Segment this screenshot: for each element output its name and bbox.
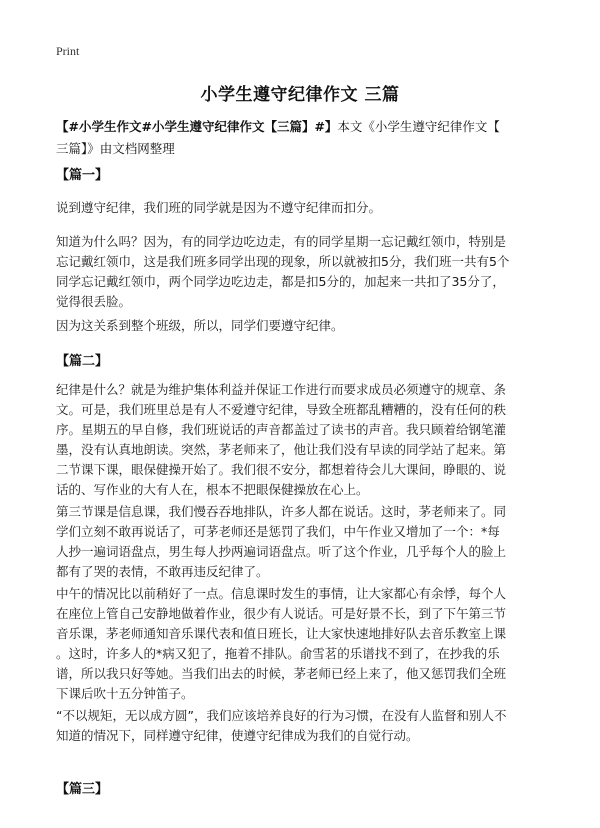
text-line: 墨，没有认真地朗读。突然，茅老师来了，他让我们没有早读的同学站了起来。第 [56, 442, 507, 457]
intro-tags: 【#小学生作文#小学生遵守纪律作文【三篇】#】 [56, 119, 338, 134]
text-line: 同学忘记戴红领巾，两个同学边吃边走，都是扣5分的，加起来一共扣了35分了， [56, 274, 505, 289]
text-line: 知道为什么吗？因为，有的同学边吃边走，有的同学星期一忘记戴红领巾，特别是 [56, 234, 507, 249]
paragraph [56, 584, 550, 704]
text-line: 忘记戴红领巾，这是我们班多同学出现的现象，所以就被扣5分，我们班一共有5个 [56, 254, 510, 269]
intro-text-line-1: 本文《小学生遵守纪律作文【 [337, 119, 500, 134]
intro-paragraph [56, 116, 546, 160]
text-line: 知道的情况下，同样遵守纪律，使遵守纪律成为我们的自觉行动。 [56, 728, 419, 743]
print-label: Print [56, 44, 80, 58]
text-line: 觉得很丢脸。 [56, 294, 132, 309]
text-line: 中午的情况比以前稍好了一点。信息课时发生的事情，让大家都心有余悸，每个人 [56, 586, 507, 601]
paragraph [56, 232, 550, 312]
paragraph [56, 316, 550, 336]
text-line: 序。星期五的早自修，我们班说话的声音都盖过了读书的声音。我只顾着给钢笔灌 [56, 422, 507, 437]
intro-text-line-2: 三篇】》由文档网整理 [56, 141, 175, 156]
document-title: 小学生遵守纪律作文 三篇 [200, 85, 400, 105]
text-line: 人抄一遍词语盘点，男生每人抄两遍词语盘点。听了这个作业，几乎每个人的脸上 [56, 544, 507, 559]
text-line: 学们立刻不敢再说话了，可茅老师还是惩罚了我们，中午作业又增加了一个：*每 [56, 524, 500, 539]
text-line: 都有了哭的表情，不敢再违反纪律了。 [56, 564, 269, 579]
text-line: 因为这关系到整个班级，所以，同学们要遵守纪律。 [56, 318, 344, 333]
text-line: 谱，所以我只好等她。当我们出去的时候，茅老师已经上来了，他又惩罚我们全班 [56, 666, 507, 681]
text-line: 话的、写作业的大有人在，根本不把眼保健操放在心上。 [56, 482, 369, 497]
paragraph [56, 380, 550, 500]
text-line: “不以规矩，无以成方圆”，我们应该培养良好的行为习惯，在没有人监督和别人不 [56, 708, 507, 723]
paragraph [56, 706, 550, 746]
text-line: 下课后吹十五分钟笛子。 [56, 686, 194, 701]
text-line: 第三节课是信息课，我们慢吞吞地排队，许多人都在说话。这时，茅老师来了。同 [56, 504, 507, 519]
text-line: 纪律是什么？就是为维护集体利益并保证工作进行而要求成员必须遵守的规章、条 [56, 382, 507, 397]
section-heading-2: 【篇二】 [56, 354, 109, 369]
text-line: 音乐课，茅老师通知音乐课代表和值日班长，让大家快速地排好队去音乐教室上课 [56, 626, 507, 641]
text-line: 二节课下课，眼保健操开始了。我们很不安分，都想着待会儿大课间，睁眼的、说 [56, 462, 507, 477]
section-heading-1: 【篇一】 [56, 168, 109, 183]
paragraph [56, 198, 550, 218]
text-line: 。这时，许多人的*病又犯了，拖着不排队。俞雪茗的乐谱找不到了，在抄我的乐 [56, 646, 500, 661]
paragraph [56, 502, 550, 582]
text-line: 在座位上管自己安静地做着作业，很少有人说话。可是好景不长，到了下午第三节 [56, 606, 507, 621]
text-line: 说到遵守纪律，我们班的同学就是因为不遵守纪律而扣分。 [56, 200, 382, 215]
section-heading-3: 【篇三】 [56, 782, 109, 797]
text-line: 文。可是，我们班里总是有人不爱遵守纪律，导致全班都乱糟糟的，没有任何的秩 [56, 402, 507, 417]
